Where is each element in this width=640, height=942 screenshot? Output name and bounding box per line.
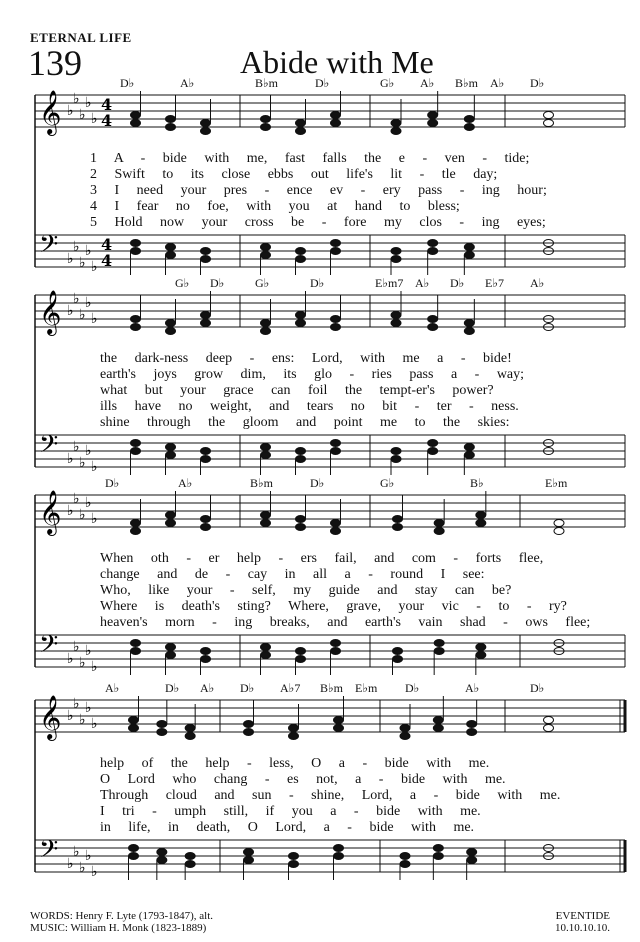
- svg-text:♭: ♭: [79, 712, 86, 728]
- chord-symbol: D♭: [310, 276, 325, 290]
- svg-text:♭: ♭: [73, 696, 80, 712]
- svg-text:♭: ♭: [79, 307, 86, 323]
- lyric-line-verse-5: heaven's morn - ing breaks, and earth's vain shad - ows flee;: [100, 615, 591, 630]
- svg-text:♭: ♭: [85, 295, 92, 311]
- lyric-line-verse-1: 1 A - bide with me, fast falls the e - ven - tide;: [90, 151, 530, 166]
- svg-text:♭: ♭: [73, 439, 80, 455]
- chord-symbol: A♭: [465, 681, 480, 695]
- svg-text:♭: ♭: [73, 291, 80, 307]
- chord-symbol: G♭: [380, 476, 395, 490]
- svg-text:♭: ♭: [79, 860, 86, 876]
- lyric-line-verse-2: 2 Swift to its close ebbs out life's lit - tle day;: [90, 167, 498, 182]
- lyric-line-verse-4: I tri - umph still, if you a - bide with me.: [100, 804, 481, 819]
- svg-text:♭: ♭: [91, 659, 98, 675]
- svg-text:♭: ♭: [91, 864, 98, 880]
- svg-text:♭: ♭: [91, 459, 98, 475]
- svg-text:♭: ♭: [79, 655, 86, 671]
- lyric-line-verse-5: 5 Hold now your cross be - fore my clos - ing eyes;: [90, 215, 546, 230]
- chord-symbol: A♭: [490, 76, 505, 90]
- lyric-line-verse-4: Where is death's sting? Where, grave, your vic - to - ry?: [100, 599, 567, 614]
- svg-text:♭: ♭: [85, 443, 92, 459]
- svg-text:𝄢: 𝄢: [39, 230, 59, 265]
- svg-text:♭: ♭: [67, 251, 74, 267]
- svg-text:♭: ♭: [79, 507, 86, 523]
- svg-text:♭: ♭: [67, 503, 74, 519]
- svg-text:4: 4: [101, 111, 113, 130]
- svg-text:♭: ♭: [73, 491, 80, 507]
- lyric-line-verse-5: shine through the gloom and point me to the skies:: [100, 415, 510, 430]
- chord-symbol: A♭: [420, 76, 435, 90]
- chord-symbol: G♭: [380, 76, 395, 90]
- svg-text:𝄞: 𝄞: [39, 290, 62, 334]
- chord-symbol: A♭: [105, 681, 120, 695]
- chord-symbol: D♭: [240, 681, 255, 695]
- chord-symbol: A♭: [178, 476, 193, 490]
- chord-symbol: B♭m: [250, 476, 273, 490]
- svg-text:♭: ♭: [73, 639, 80, 655]
- hymn-title: Abide with Me: [240, 44, 434, 80]
- chord-symbol: E♭m: [545, 476, 568, 490]
- svg-text:♭: ♭: [73, 91, 80, 107]
- svg-text:𝄢: 𝄢: [39, 430, 59, 465]
- lyric-line-verse-2: earth's joys grow dim, its glo - ries pass a - way;: [100, 367, 525, 382]
- chord-symbol: D♭: [315, 76, 330, 90]
- chord-symbol: D♭: [165, 681, 180, 695]
- lyric-line-verse-5: in life, in death, O Lord, a - bide with me.: [100, 820, 475, 835]
- svg-text:♭: ♭: [91, 259, 98, 275]
- svg-text:4: 4: [101, 235, 113, 254]
- chord-symbol: D♭: [210, 276, 225, 290]
- chord-symbol: D♭: [450, 276, 465, 290]
- svg-text:♭: ♭: [67, 103, 74, 119]
- chord-symbol: D♭: [530, 76, 545, 90]
- lyric-line-verse-4: ills have no weight, and tears no bit - ter - ness.: [100, 399, 519, 414]
- svg-text:♭: ♭: [85, 495, 92, 511]
- svg-text:♭: ♭: [85, 643, 92, 659]
- svg-text:♭: ♭: [91, 716, 98, 732]
- svg-text:4: 4: [101, 95, 113, 114]
- svg-text:♭: ♭: [85, 700, 92, 716]
- lyric-line-verse-3: what but your grace can foil the tempt-er's power?: [100, 383, 494, 398]
- lyric-line-verse-3: 3 I need your pres - ence ev - ery pass - ing hour;: [90, 183, 547, 198]
- chord-symbol: A♭7: [280, 681, 301, 695]
- chord-symbol: D♭: [405, 681, 420, 695]
- chord-symbol: B♭m: [320, 681, 343, 695]
- svg-text:♭: ♭: [67, 451, 74, 467]
- svg-text:♭: ♭: [67, 651, 74, 667]
- svg-text:𝄢: 𝄢: [39, 630, 59, 665]
- footer-music: MUSIC: William H. Monk (1823-1889): [30, 922, 207, 934]
- hymn-number: 139: [28, 43, 82, 83]
- chord-symbol: A♭: [180, 76, 195, 90]
- chord-symbol: G♭: [255, 276, 270, 290]
- chord-symbol: A♭: [200, 681, 215, 695]
- svg-text:𝄢: 𝄢: [39, 835, 59, 870]
- svg-text:♭: ♭: [67, 856, 74, 872]
- svg-text:♭: ♭: [79, 455, 86, 471]
- svg-text:♭: ♭: [91, 111, 98, 127]
- section-label: ETERNAL LIFE: [30, 30, 132, 45]
- chord-symbol: A♭: [530, 276, 545, 290]
- svg-text:♭: ♭: [79, 255, 86, 271]
- lyric-line-verse-3: Through cloud and sun - shine, Lord, a - bide with me.: [100, 788, 561, 803]
- footer-meter: 10.10.10.10.: [555, 922, 610, 934]
- svg-text:♭: ♭: [85, 243, 92, 259]
- chord-symbol: B♭m: [255, 76, 278, 90]
- svg-text:♭: ♭: [73, 844, 80, 860]
- chord-symbol: D♭: [530, 681, 545, 695]
- footer-words: WORDS: Henry F. Lyte (1793-1847), alt.: [30, 910, 214, 922]
- chord-symbol: E♭m7: [375, 276, 404, 290]
- lyric-line-verse-3: Who, like your - self, my guide and stay can be?: [100, 583, 512, 598]
- chord-symbol: E♭7: [485, 276, 504, 290]
- svg-text:♭: ♭: [67, 708, 74, 724]
- footer-tune: EVENTIDE: [555, 910, 610, 922]
- lyric-line-verse-2: O Lord who chang - es not, a - bide with me.: [100, 772, 506, 787]
- chord-symbol: D♭: [310, 476, 325, 490]
- svg-text:𝄞: 𝄞: [39, 490, 62, 534]
- svg-text:♭: ♭: [91, 311, 98, 327]
- lyric-line-verse-1: help of the help - less, O a - bide with me.: [100, 756, 490, 771]
- chord-symbol: G♭: [175, 276, 190, 290]
- chord-symbol: B♭: [470, 476, 484, 490]
- svg-text:♭: ♭: [85, 848, 92, 864]
- chord-symbol: E♭m: [355, 681, 378, 695]
- svg-text:♭: ♭: [79, 107, 86, 123]
- svg-text:♭: ♭: [91, 511, 98, 527]
- chord-symbol: A♭: [415, 276, 430, 290]
- svg-text:♭: ♭: [85, 95, 92, 111]
- chord-symbol: D♭: [120, 76, 135, 90]
- svg-text:4: 4: [101, 251, 113, 270]
- svg-text:♭: ♭: [67, 303, 74, 319]
- svg-text:𝄞: 𝄞: [39, 695, 62, 739]
- lyric-line-verse-1: the dark-ness deep - ens: Lord, with me a - bide!: [100, 351, 512, 366]
- svg-text:♭: ♭: [73, 239, 80, 255]
- chord-symbol: B♭m: [455, 76, 478, 90]
- svg-text:𝄞: 𝄞: [39, 90, 62, 134]
- lyric-line-verse-1: When oth - er help - ers fail, and com - forts flee,: [100, 551, 544, 566]
- chord-symbol: D♭: [105, 476, 120, 490]
- lyric-line-verse-4: 4 I fear no foe, with you at hand to bless;: [90, 199, 460, 214]
- lyric-line-verse-2: change and de - cay in all a - round I see:: [100, 567, 485, 582]
